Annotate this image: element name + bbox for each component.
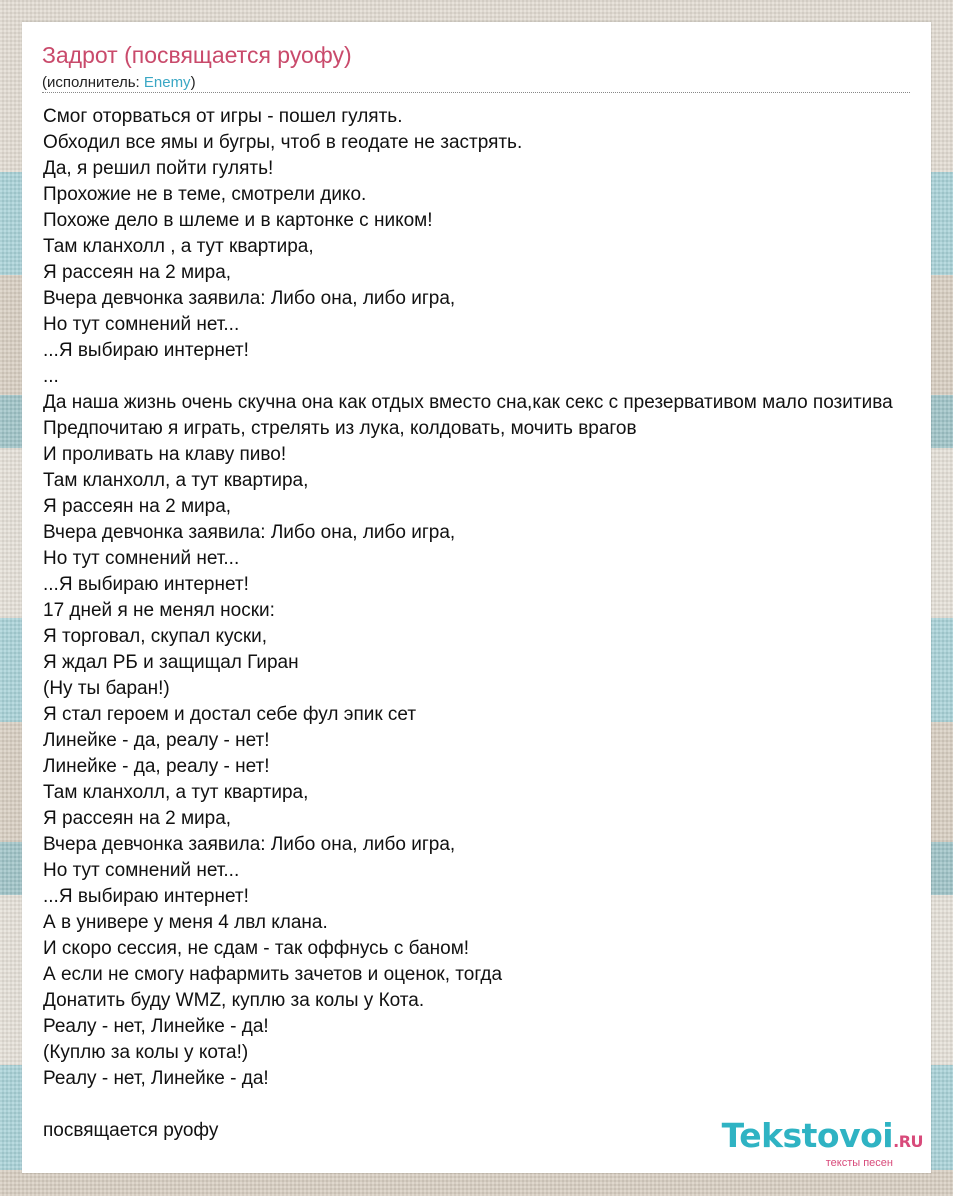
lyric-line: Я стал героем и достал себе фул эпик сет (43, 704, 417, 725)
logo-name: Tekstovoi (721, 1116, 894, 1155)
artist-prefix: (исполнитель: (42, 74, 144, 91)
lyric-line: Линейке - да, реалу - нет! (43, 730, 270, 751)
lyric-line: Да наша жизнь очень скучна она как отдых вместо сна,как секс с презервативом мало позитива (43, 392, 893, 413)
lyric-line: Обходил все ямы и бугры, чтоб в геодате не застрять. (43, 132, 523, 153)
lyric-line: Я рассеян на 2 мира, (43, 808, 232, 829)
lyric-line: Прохожие не в теме, смотрели дико. (43, 184, 367, 205)
lyric-line: Я ждал РБ и защищал Гиран (43, 652, 299, 673)
lyric-line: И скоро сессия, не сдам - так оффнусь с баном! (43, 938, 470, 959)
lyric-line: Реалу - нет, Линейке - да! (43, 1068, 269, 1089)
lyrics-card (22, 22, 931, 1173)
lyric-line (43, 1092, 893, 1118)
lyric-line: 17 дней я не менял носки: (43, 600, 275, 621)
lyric-line: И проливать на клаву пиво! (43, 444, 287, 465)
artist-line (42, 74, 196, 91)
lyric-line: Похоже дело в шлеме и в картонке с ником! (43, 210, 433, 231)
logo-tagline: тексты песен (825, 1157, 893, 1169)
lyric-line: Вчера девчонка заявила: Либо она, либо игра, (43, 834, 456, 855)
lyric-line: А если не смогу нафармить зачетов и оценок, тогда (43, 964, 503, 985)
lyric-line: Донатить буду WMZ, куплю за колы у Кота. (43, 990, 425, 1011)
lyric-line: Предпочитаю я играть, стрелять из лука, колдовать, мочить врагов (43, 418, 637, 439)
lyric-line: ...Я выбираю интернет! (43, 574, 249, 595)
lyric-line: Но тут сомнений нет... (43, 860, 240, 881)
lyric-line: Я рассеян на 2 мира, (43, 496, 232, 517)
lyrics-text (43, 104, 893, 1144)
site-logo[interactable] (721, 1116, 923, 1169)
lyric-line: ...Я выбираю интернет! (43, 340, 249, 361)
lyric-line: Вчера девчонка заявила: Либо она, либо игра, (43, 288, 456, 309)
lyric-line: посвящается руофу (43, 1120, 219, 1141)
lyric-line: Но тут сомнений нет... (43, 314, 240, 335)
lyric-line: Я рассеян на 2 мира, (43, 262, 232, 283)
lyric-line: Смог оторваться от игры - пошел гулять. (43, 106, 403, 127)
title-divider (42, 92, 910, 93)
artist-suffix: ) (190, 74, 196, 91)
logo-tld: .RU (893, 1132, 923, 1151)
lyric-line: Но тут сомнений нет... (43, 548, 240, 569)
artist-link[interactable]: Enemy (143, 74, 191, 91)
lyric-line: Я торговал, скупал куски, (43, 626, 268, 647)
lyric-line: Там кланхолл, а тут квартира, (43, 782, 309, 803)
lyric-line: Линейке - да, реалу - нет! (43, 756, 270, 777)
lyric-line: (Ну ты баран!) (43, 678, 170, 699)
lyric-line: Там кланхолл, а тут квартира, (43, 470, 309, 491)
lyric-line: Вчера девчонка заявила: Либо она, либо игра, (43, 522, 456, 543)
lyric-line: Да, я решил пойти гулять! (43, 158, 274, 179)
lyric-line: Реалу - нет, Линейке - да! (43, 1016, 269, 1037)
lyric-line: ...Я выбираю интернет! (43, 886, 249, 907)
song-title: Задрот (посвящается руофу) (42, 42, 352, 68)
lyric-line: (Куплю за колы у кота!) (43, 1042, 249, 1063)
lyric-line: А в универе у меня 4 лвл клана. (43, 912, 328, 933)
lyric-line: Там кланхолл , а тут квартира, (43, 236, 314, 257)
lyric-line: ... (43, 366, 59, 387)
